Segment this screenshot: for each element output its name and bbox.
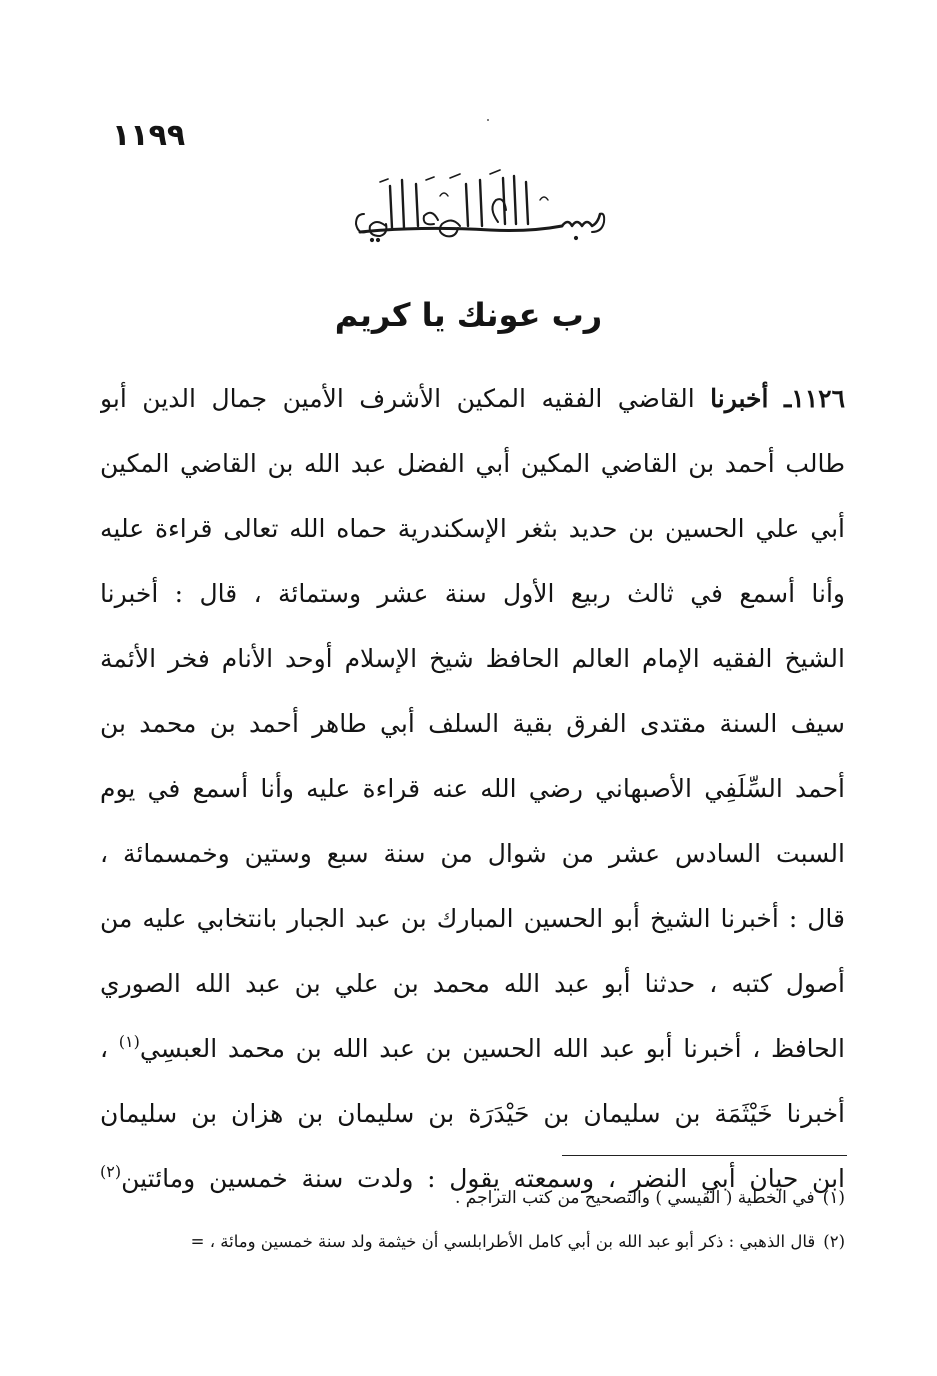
- footnote-separator: [562, 1155, 847, 1156]
- footnote-mark: (٢): [823, 1232, 845, 1251]
- footnotes: [180, 1180, 845, 1268]
- footnote-2: [180, 1224, 845, 1268]
- text-line: أبي علي الحسين بن حديد بثغر الإسكندرية حماه الله تعالى قراءة عليه: [100, 514, 845, 543]
- footnote-text: قال الذهبي : ذكر أبو عبد الله بن أبي كامل الأطرابلسي أن خيثمة ولد سنة خمسين ومائة ، =: [190, 1232, 816, 1251]
- scan-mark: [487, 119, 489, 121]
- text-line: الشيخ الفقيه الإمام العالم الحافظ شيخ الإسلام أوحد الأنام فخر الأئمة: [100, 644, 845, 673]
- footnote-1: [180, 1180, 845, 1224]
- text-line: أحمد السِّلَفِي الأصبهاني رضي الله عنه قراءة عليه وأنا أسمع في يوم: [100, 774, 845, 803]
- text-line: وأنا أسمع في ثالث ربيع الأول سنة عشر وستمائة ، قال : أخبرنا: [100, 579, 845, 608]
- text-line: أخبرنا خَيْثَمَة بن سليمان بن حَيْدَرَة بن سليمان بن هزان بن سليمان: [100, 1099, 845, 1128]
- entry-first-word: أخبرنا: [710, 384, 769, 413]
- invocation-heading: رب عونك يا كريم: [334, 296, 603, 334]
- text-line: [100, 366, 845, 431]
- text-line-content: الحافظ ، أخبرنا أبو عبد الله الحسين بن عبد الله بن محمد العبسِي: [139, 1034, 845, 1063]
- footnote-ref-1: (١): [118, 1032, 140, 1051]
- text-line-tail: ،: [100, 1034, 119, 1063]
- text-line: السبت السادس عشر من شوال من سنة سبع وستين وخمسمائة ،: [100, 839, 845, 868]
- text-line: سيف السنة مقتدى الفرق بقية السلف أبي طاهر أحمد بن محمد بن: [100, 709, 845, 738]
- text-line: [100, 1016, 845, 1081]
- footnote-text: في الخطية ( القيسي ) والتصحيح من كتب التراجم .: [454, 1188, 815, 1208]
- footnote-mark: (١): [822, 1188, 845, 1208]
- basmala-calligraphy: [300, 160, 650, 250]
- entry-number: ١١٢٦ـ: [783, 384, 845, 413]
- page-number: ١١٩٩: [112, 118, 186, 153]
- text-line: أصول كتبه ، حدثنا أبو عبد الله محمد بن علي بن عبد الله الصوري: [100, 969, 845, 998]
- text-line-content: ابن حيان أبي النضر ، وسمعته يقول : ولدت سنة خمسين ومائتين: [121, 1164, 845, 1193]
- entry-body: [100, 366, 845, 1211]
- footnote-ref-2: (٢): [100, 1162, 122, 1181]
- text-line-content: القاضي الفقيه المكين الأشرف الأمين جمال الدين أبو: [100, 384, 711, 413]
- text-line: طالب أحمد بن القاضي المكين أبي الفضل عبد الله بن القاضي المكين: [100, 449, 845, 478]
- text-line: قال : أخبرنا الشيخ أبو الحسين المبارك بن عبد الجبار بانتخابي عليه من: [100, 904, 845, 933]
